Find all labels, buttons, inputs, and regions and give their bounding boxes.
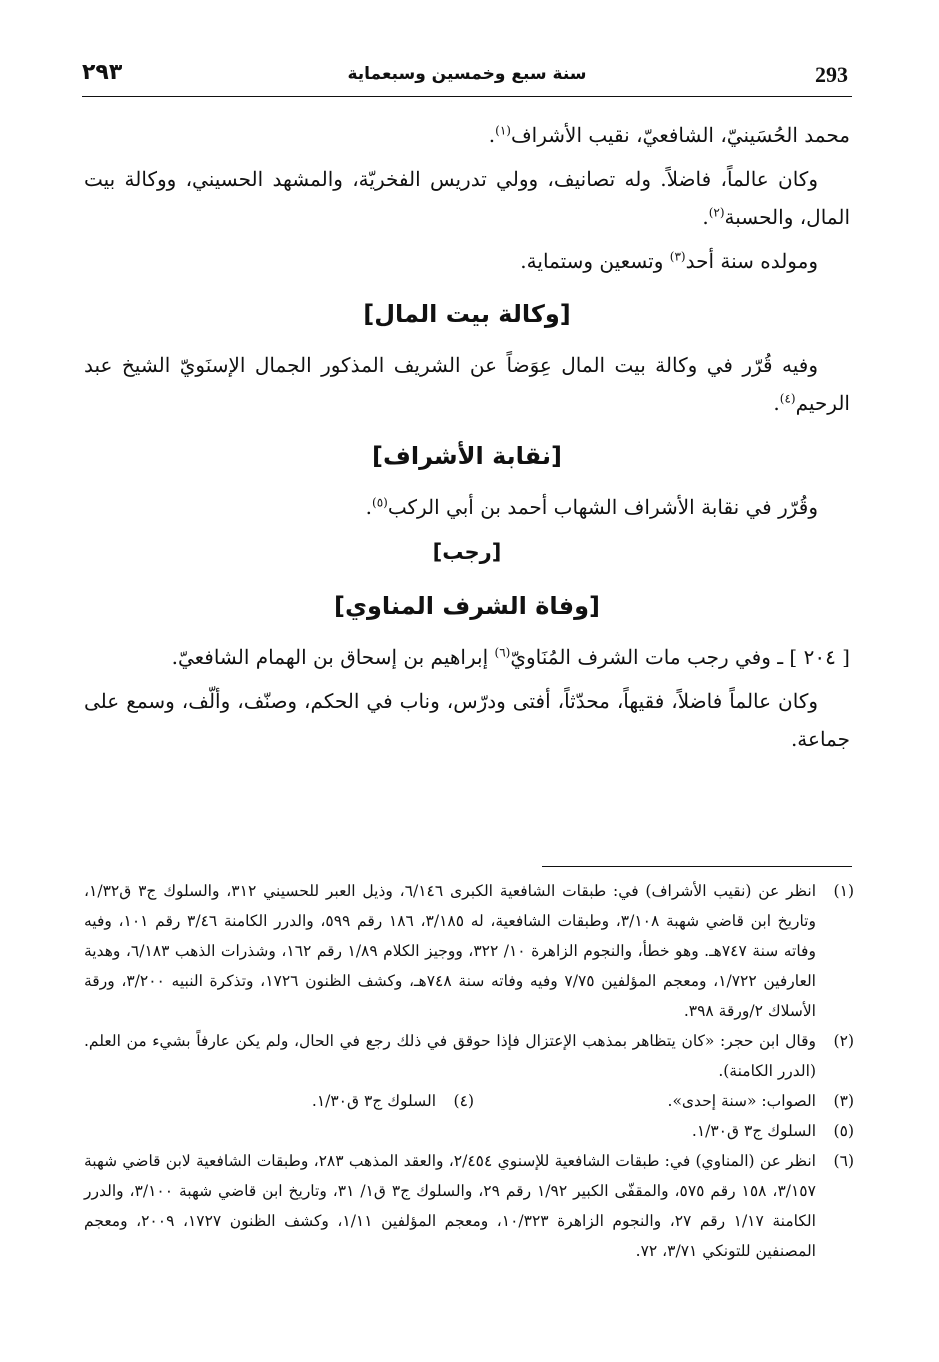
footnote-text: الصواب: «سنة إحدى». bbox=[667, 1092, 816, 1110]
footnote-number: (٣) bbox=[833, 1092, 854, 1110]
footnote-ref: (٢) bbox=[708, 205, 725, 220]
footnote-ref: (١) bbox=[495, 123, 511, 138]
running-title: سنة سبع وخمسين وسبعماية bbox=[347, 64, 587, 84]
page-header bbox=[82, 58, 852, 98]
footnote-text: انظر عن (المناوي) في: طبقات الشافعية للإسنوي ٢/٤٥٤، والعقد المذهب ٢٨٣، وطبقات الشافعية لابن قاضي شهبة ٣/١٥٧، ١٥٨ رقم ٥٧٥، والمقفّى الكبير ١/٩٢ رقم ٢٩، والسلوك ج٣ ق١/ ٣١، وتاريخ ابن قاضي شهبة ٣/١٠٠، والدرر الكامنة ١/١٧ رقم ٢٧، والنجوم الزاهرة ١٠/٣٢٣، ومعجم المؤلفين ١/١١، وكشف الظنون ١٧٢٧، ٢٠٠٩، ومعجم المصنفين للتونكي ٣/٧١، ٧٢. bbox=[84, 1152, 816, 1260]
footnote-number: (١) bbox=[833, 882, 854, 900]
footnote-ref: (٥) bbox=[372, 495, 388, 510]
paragraph: وكان عالماً فاضلاً، فقيهاً، محدّثاً، أفتى ودرّس، وناب في الحكم، وصنّف، وألّف، وسمع على جماعة. bbox=[84, 689, 850, 751]
footnote-text: وقال ابن حجر: «كان يتظاهر بمذهب الإعتزال فإذا حوقق في ذلك رجع في الحال، ولم يكن عارفاً بشيء من العلم. (الدرر الكامنة). bbox=[84, 1032, 816, 1080]
footnote-number: (٦) bbox=[833, 1152, 854, 1170]
paragraph: محمد الحُسَينيّ، الشافعيّ، نقيب الأشراف$^{(١)}$. bbox=[488, 123, 850, 147]
footnote-ref: (٣) bbox=[669, 249, 686, 264]
footnote bbox=[84, 876, 854, 1026]
page-number-arabic: ٢٩٣ bbox=[82, 60, 123, 85]
footnote bbox=[84, 1116, 854, 1146]
section-heading: [وكالة بيت المال] bbox=[363, 300, 571, 328]
section-heading: [وفاة الشرف المناوي] bbox=[334, 592, 600, 620]
footnote-pair bbox=[84, 1086, 854, 1116]
page-number-latin: 293 bbox=[815, 62, 848, 87]
footnote-text: السلوك ج٣ ق١/٣٠. bbox=[311, 1092, 436, 1110]
section-heading: [نقابة الأشراف] bbox=[372, 442, 562, 470]
footnote-text: السلوك ج٣ ق١/٣٠. bbox=[691, 1122, 816, 1140]
footnote-number: (٤) bbox=[453, 1092, 474, 1110]
footnote-text: انظر عن (نقيب الأشراف) في: طبقات الشافعية الكبرى ٦/١٤٦، وذيل العبر للحسيني ٣١٢، والسلوك ج٣ ق١/٣٢، وتاريخ ابن قاضي شهبة ٣/١٠٨، وطبقات الشافعية، له ٣/١٨٥، ١٨٦ رقم ٥٩٩، والدرر الكامنة ٣/٤٦ رقم ١٠١، وفيه وفاته سنة ٧٤٧هـ. وهو خطأ، والنجوم الزاهرة ١٠/ ٣٢٢، ووجيز الكلام ١/٨٩ رقم ١٦٢، وشذرات الذهب ٦/١٨٣، وهدية العارفين ١/٧٢٢، ومعجم المؤلفين ٧/٧٥ وفيه وفاته سنة ٧٤٨هـ، وكشف الظنون ١٧٢٦، وتذكرة النبيه ٣/٢٠٠، ورقة الأسلاك ٢/ورقة ٣٩٨. bbox=[84, 882, 816, 1020]
footnote-rule bbox=[542, 866, 852, 867]
paragraph: وكان عالماً، فاضلاً. وله تصانيف، وولي تدريس الفخريّة، والمشهد الحسيني، ووكالة بيت المال، والحسبة$^{(٢)}$. bbox=[84, 167, 850, 229]
footnote bbox=[84, 1026, 854, 1086]
footnote-number: (٥) bbox=[833, 1122, 854, 1140]
footnote-ref: (٤) bbox=[779, 391, 796, 406]
footnote-number: (٢) bbox=[833, 1032, 854, 1050]
footnote bbox=[94, 1086, 474, 1116]
header-rule bbox=[82, 96, 852, 97]
entry-paragraph: [ ٢٠٤ ] ـ وفي رجب مات الشرف المُنَاويّ$^{(٦)}$ إبراهيم بن إسحاق بن الهمام الشافعيّ. bbox=[171, 645, 850, 669]
footnote bbox=[474, 1086, 854, 1116]
footnote-ref: (٦) bbox=[494, 645, 511, 660]
paragraph: وقُرّر في نقابة الأشراف الشهاب أحمد بن أبي الركب$^{(٥)}$. bbox=[365, 495, 818, 519]
month-heading: [رجب] bbox=[432, 540, 502, 564]
main-text bbox=[84, 116, 850, 758]
paragraph: وفيه قُرّر في وكالة بيت المال عِوَضاً عن الشريف المذكور الجمال الإسنَويّ الشيخ عبد الرحيم$^{(٤)}$. bbox=[84, 353, 850, 415]
footnotes bbox=[84, 876, 854, 1266]
footnote bbox=[84, 1146, 854, 1266]
paragraph: ومولده سنة أحد$^{(٣)}$ وتسعين وستماية. bbox=[520, 249, 818, 273]
